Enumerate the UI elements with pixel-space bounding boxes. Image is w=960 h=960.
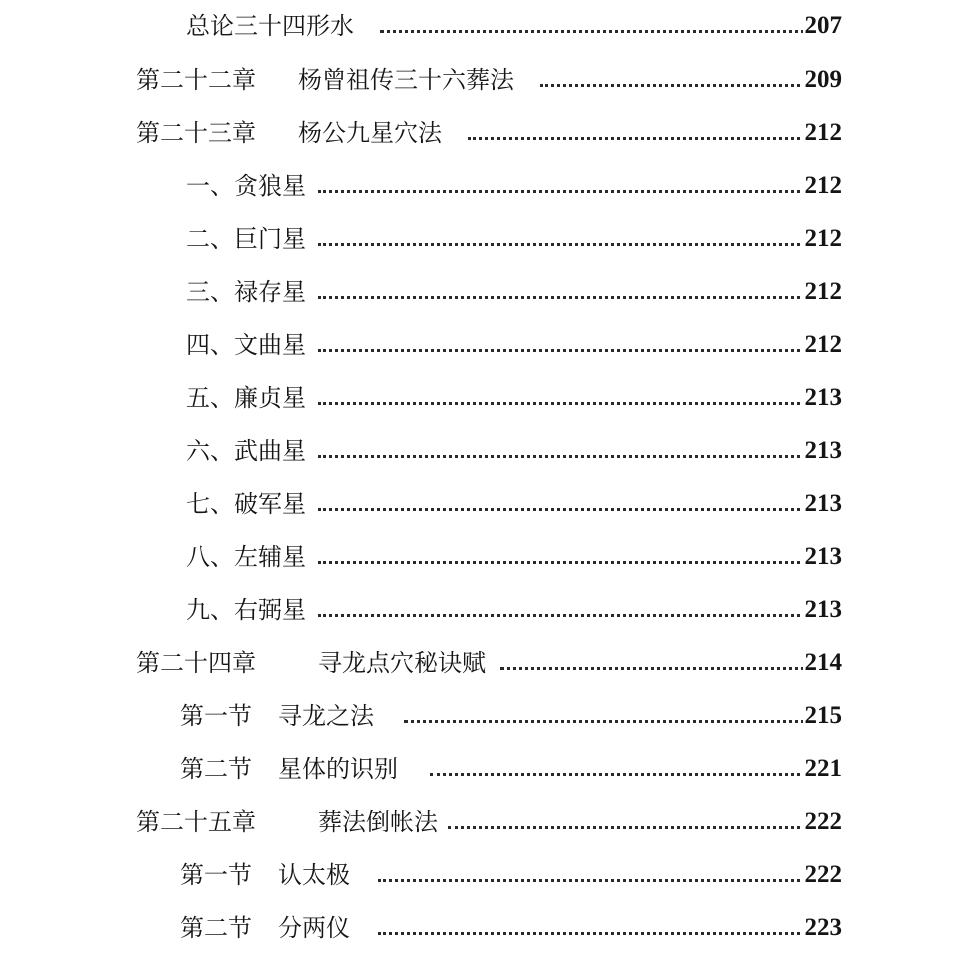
toc-entry-label	[180, 855, 353, 895]
toc-entry-title: 分两仪	[278, 914, 350, 942]
toc-row[interactable]	[0, 802, 960, 842]
toc-entry-label	[180, 749, 401, 789]
toc-page-number: 212	[803, 219, 843, 259]
toc-entry-label	[180, 696, 377, 736]
toc-entry-title: 九、右弼星	[186, 596, 306, 624]
toc-entry-title: 八、左辅星	[186, 543, 306, 571]
toc-page-number: 215	[803, 696, 843, 736]
toc-page-number: 214	[803, 643, 843, 683]
toc-row[interactable]	[0, 855, 960, 895]
toc-entry-title: 星体的识别	[278, 755, 398, 783]
toc-row[interactable]	[0, 431, 960, 471]
toc-row[interactable]	[0, 272, 960, 312]
toc-entry-title: 寻龙点穴秘诀赋	[318, 649, 486, 677]
toc-row[interactable]	[0, 537, 960, 577]
toc-row[interactable]	[0, 60, 960, 100]
toc-page-number: 213	[803, 590, 843, 630]
dot-leader	[318, 402, 836, 405]
toc-entry-title: 六、武曲星	[186, 437, 306, 465]
toc-page-number: 209	[803, 60, 843, 100]
toc-page-number: 213	[803, 484, 843, 524]
toc-row[interactable]	[0, 325, 960, 365]
toc-entry-title: 杨公九星穴法	[298, 119, 442, 147]
toc-entry-title: 五、廉贞星	[186, 384, 306, 412]
toc-entry-label	[186, 431, 309, 471]
dot-leader	[318, 349, 836, 352]
dot-leader	[318, 455, 836, 458]
toc-entry-title: 四、文曲星	[186, 331, 306, 359]
toc-row[interactable]	[0, 113, 960, 153]
section-number: 第一节	[180, 861, 252, 889]
toc-entry-title: 二、巨门星	[186, 225, 306, 253]
toc-entry-label	[186, 537, 309, 577]
toc-entry-label	[186, 484, 309, 524]
toc-row[interactable]	[0, 749, 960, 789]
toc-entry-label	[180, 908, 353, 948]
toc-entry-label	[186, 166, 309, 206]
toc-page-number: 222	[803, 802, 843, 842]
toc-row[interactable]	[0, 166, 960, 206]
dot-leader	[540, 84, 836, 87]
section-number: 第二节	[180, 755, 252, 783]
toc-entry-label	[186, 590, 309, 630]
toc-entry-label	[186, 219, 309, 259]
toc-entry-label	[186, 6, 357, 46]
dot-leader	[318, 243, 836, 246]
toc-entry-title: 杨曾祖传三十六葬法	[298, 66, 514, 94]
toc-entry-label	[186, 272, 309, 312]
toc-row[interactable]	[0, 219, 960, 259]
section-number: 第二节	[180, 914, 252, 942]
dot-leader	[318, 296, 836, 299]
dot-leader	[318, 508, 836, 511]
toc-row[interactable]	[0, 484, 960, 524]
toc-page-number: 221	[803, 749, 843, 789]
dot-leader	[378, 879, 836, 882]
chapter-number: 第二十五章	[136, 808, 256, 836]
toc-page-number: 213	[803, 431, 843, 471]
toc-row[interactable]	[0, 908, 960, 948]
toc-entry-title: 寻龙之法	[278, 702, 374, 730]
chapter-number: 第二十二章	[136, 66, 256, 94]
section-number: 第一节	[180, 702, 252, 730]
toc-entry-label	[136, 643, 489, 683]
dot-leader	[318, 561, 836, 564]
dot-leader	[468, 137, 836, 140]
toc-entry-label	[136, 802, 441, 842]
dot-leader	[318, 614, 836, 617]
toc-page-number: 207	[803, 6, 843, 46]
dot-leader	[448, 826, 836, 829]
toc-page-number: 223	[803, 908, 843, 948]
dot-leader	[380, 30, 836, 33]
toc-entry-label	[186, 325, 309, 365]
dot-leader	[378, 932, 836, 935]
toc-page-number: 213	[803, 378, 843, 418]
toc-entry-title: 总论三十四形水	[186, 12, 354, 40]
chapter-number: 第二十三章	[136, 119, 256, 147]
toc-page-number: 213	[803, 537, 843, 577]
toc-row[interactable]	[0, 378, 960, 418]
toc-page-number: 212	[803, 272, 843, 312]
toc-entry-label	[186, 378, 309, 418]
toc-entry-label	[136, 60, 517, 100]
toc-row[interactable]	[0, 643, 960, 683]
dot-leader	[430, 773, 836, 776]
toc-row[interactable]	[0, 6, 960, 46]
toc-entry-title: 七、破军星	[186, 490, 306, 518]
dot-leader	[318, 190, 836, 193]
toc-page-number: 212	[803, 325, 843, 365]
toc-entry-label	[136, 113, 445, 153]
toc-page-number: 222	[803, 855, 843, 895]
toc-page-number: 212	[803, 113, 843, 153]
toc-entry-title: 三、禄存星	[186, 278, 306, 306]
toc-entry-title: 认太极	[278, 861, 350, 889]
toc-entry-title: 葬法倒帐法	[318, 808, 438, 836]
toc-row[interactable]	[0, 590, 960, 630]
toc-row[interactable]	[0, 696, 960, 736]
chapter-number: 第二十四章	[136, 649, 256, 677]
toc-page-number: 212	[803, 166, 843, 206]
dot-leader	[404, 720, 836, 723]
toc-entry-title: 一、贪狼星	[186, 172, 306, 200]
dot-leader	[500, 667, 836, 670]
